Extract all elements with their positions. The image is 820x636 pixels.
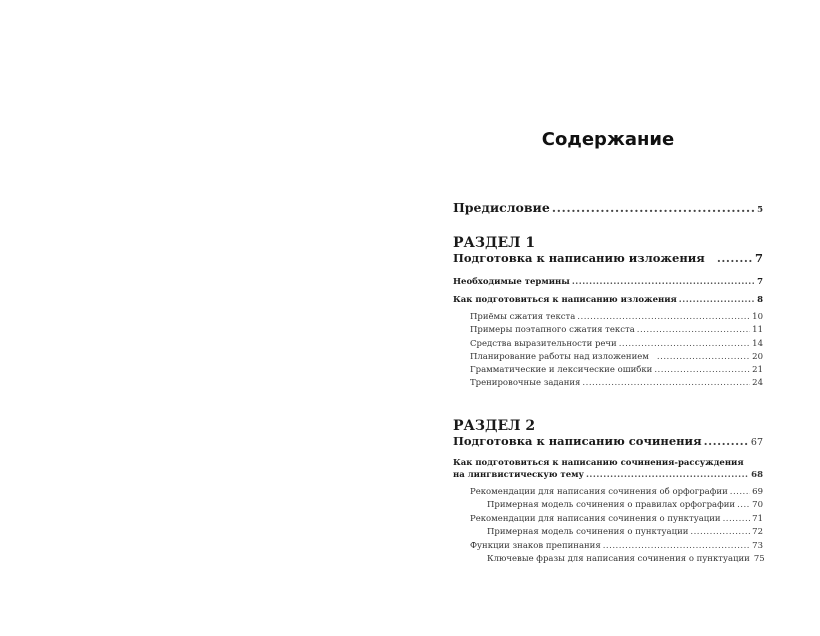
dot-leader (730, 487, 750, 497)
entry-page: 69 (752, 487, 763, 497)
entry-page: 10 (752, 312, 763, 322)
dot-leader (657, 352, 750, 362)
entry-page: 11 (752, 325, 763, 335)
entry-label: Примерная модель сочинения о правилах орфографии (487, 500, 736, 510)
toc-subentry[interactable] (470, 487, 763, 497)
dot-leader (737, 500, 750, 510)
entry-label: Предисловие (453, 200, 550, 215)
dot-leader (723, 514, 751, 524)
dot-leader (654, 365, 750, 375)
toc-subentry[interactable] (470, 541, 763, 551)
entry-label-line1: Как подготовиться к написанию сочинения-рассуждения (453, 458, 744, 468)
entry-label: Необходимые термины (453, 277, 570, 287)
entry-label: Рекомендации для написания сочинения о пунктуации (470, 514, 721, 524)
entry-label: Планирование работы над изложением (470, 352, 649, 362)
toc-subentry[interactable] (470, 352, 763, 362)
toc-subentry[interactable] (470, 325, 763, 335)
toc-subentry[interactable] (470, 365, 763, 375)
entry-page: 14 (752, 339, 763, 349)
dot-leader (704, 434, 749, 448)
dot-leader (572, 277, 755, 287)
entry-page: 71 (752, 514, 763, 524)
toc-entry-preface[interactable] (453, 200, 763, 215)
dot-leader (586, 470, 749, 480)
entry-label: Примерная модель сочинения о пунктуации (487, 527, 689, 537)
entry-page: 67 (750, 437, 763, 448)
entry-label: Примеры поэтапного сжатия текста (470, 325, 635, 335)
entry-label: Приёмы сжатия текста (470, 312, 576, 322)
page-title: Содержание (541, 129, 675, 150)
entry-label: на лингвистическую тему (453, 470, 584, 480)
entry-label: Тренировочные задания (470, 378, 581, 388)
entry-page: 7 (757, 277, 763, 287)
entry-label: Подготовка к написанию изложения (453, 251, 705, 265)
toc-entry-section2[interactable] (453, 434, 763, 448)
toc-subentry[interactable] (487, 500, 763, 510)
toc-subentry[interactable] (487, 554, 763, 564)
section-heading: РАЗДЕЛ 1 (453, 235, 536, 251)
dot-leader (603, 541, 750, 551)
entry-page: 72 (752, 527, 763, 537)
entry-page: 73 (752, 541, 763, 551)
dot-leader (679, 295, 755, 305)
toc-entry[interactable] (453, 470, 763, 480)
entry-label: Грамматические и лексические ошибки (470, 365, 653, 375)
dot-leader (582, 378, 750, 388)
dot-leader (577, 312, 750, 322)
toc-subentry[interactable] (470, 339, 763, 349)
entry-page: 5 (757, 205, 763, 215)
entry-page: 70 (752, 500, 763, 510)
toc-entry[interactable] (453, 295, 763, 305)
toc-subentry[interactable] (487, 527, 763, 537)
entry-label: Функции знаков препинания (470, 541, 601, 551)
entry-label: Ключевые фразы для написания сочинения о пунктуации (487, 554, 750, 564)
entry-page: 20 (752, 352, 763, 362)
dot-leader (690, 527, 750, 537)
toc-subentry[interactable] (470, 514, 763, 524)
dot-leader (552, 200, 755, 215)
dot-leader (619, 339, 750, 349)
entry-label: Рекомендации для написания сочинения об орфографии (470, 487, 728, 497)
entry-page: 75 (753, 554, 765, 564)
toc-subentry[interactable] (470, 312, 763, 322)
dot-leader (637, 325, 750, 335)
toc-subentry[interactable] (470, 378, 763, 388)
entry-label: Как подготовиться к написанию изложения (453, 295, 677, 305)
entry-page: 21 (752, 365, 763, 375)
toc-entry[interactable] (453, 277, 763, 287)
section-heading: РАЗДЕЛ 2 (453, 418, 536, 434)
toc-entry-section1[interactable] (453, 251, 763, 265)
dot-leader (717, 251, 753, 265)
entry-page: 68 (751, 470, 763, 480)
entry-label: Подготовка к написанию сочинения (453, 434, 702, 448)
entry-page: 24 (752, 378, 763, 388)
entry-page: 7 (754, 251, 763, 265)
entry-page: 8 (757, 295, 763, 305)
entry-label: Средства выразительности речи (470, 339, 617, 349)
